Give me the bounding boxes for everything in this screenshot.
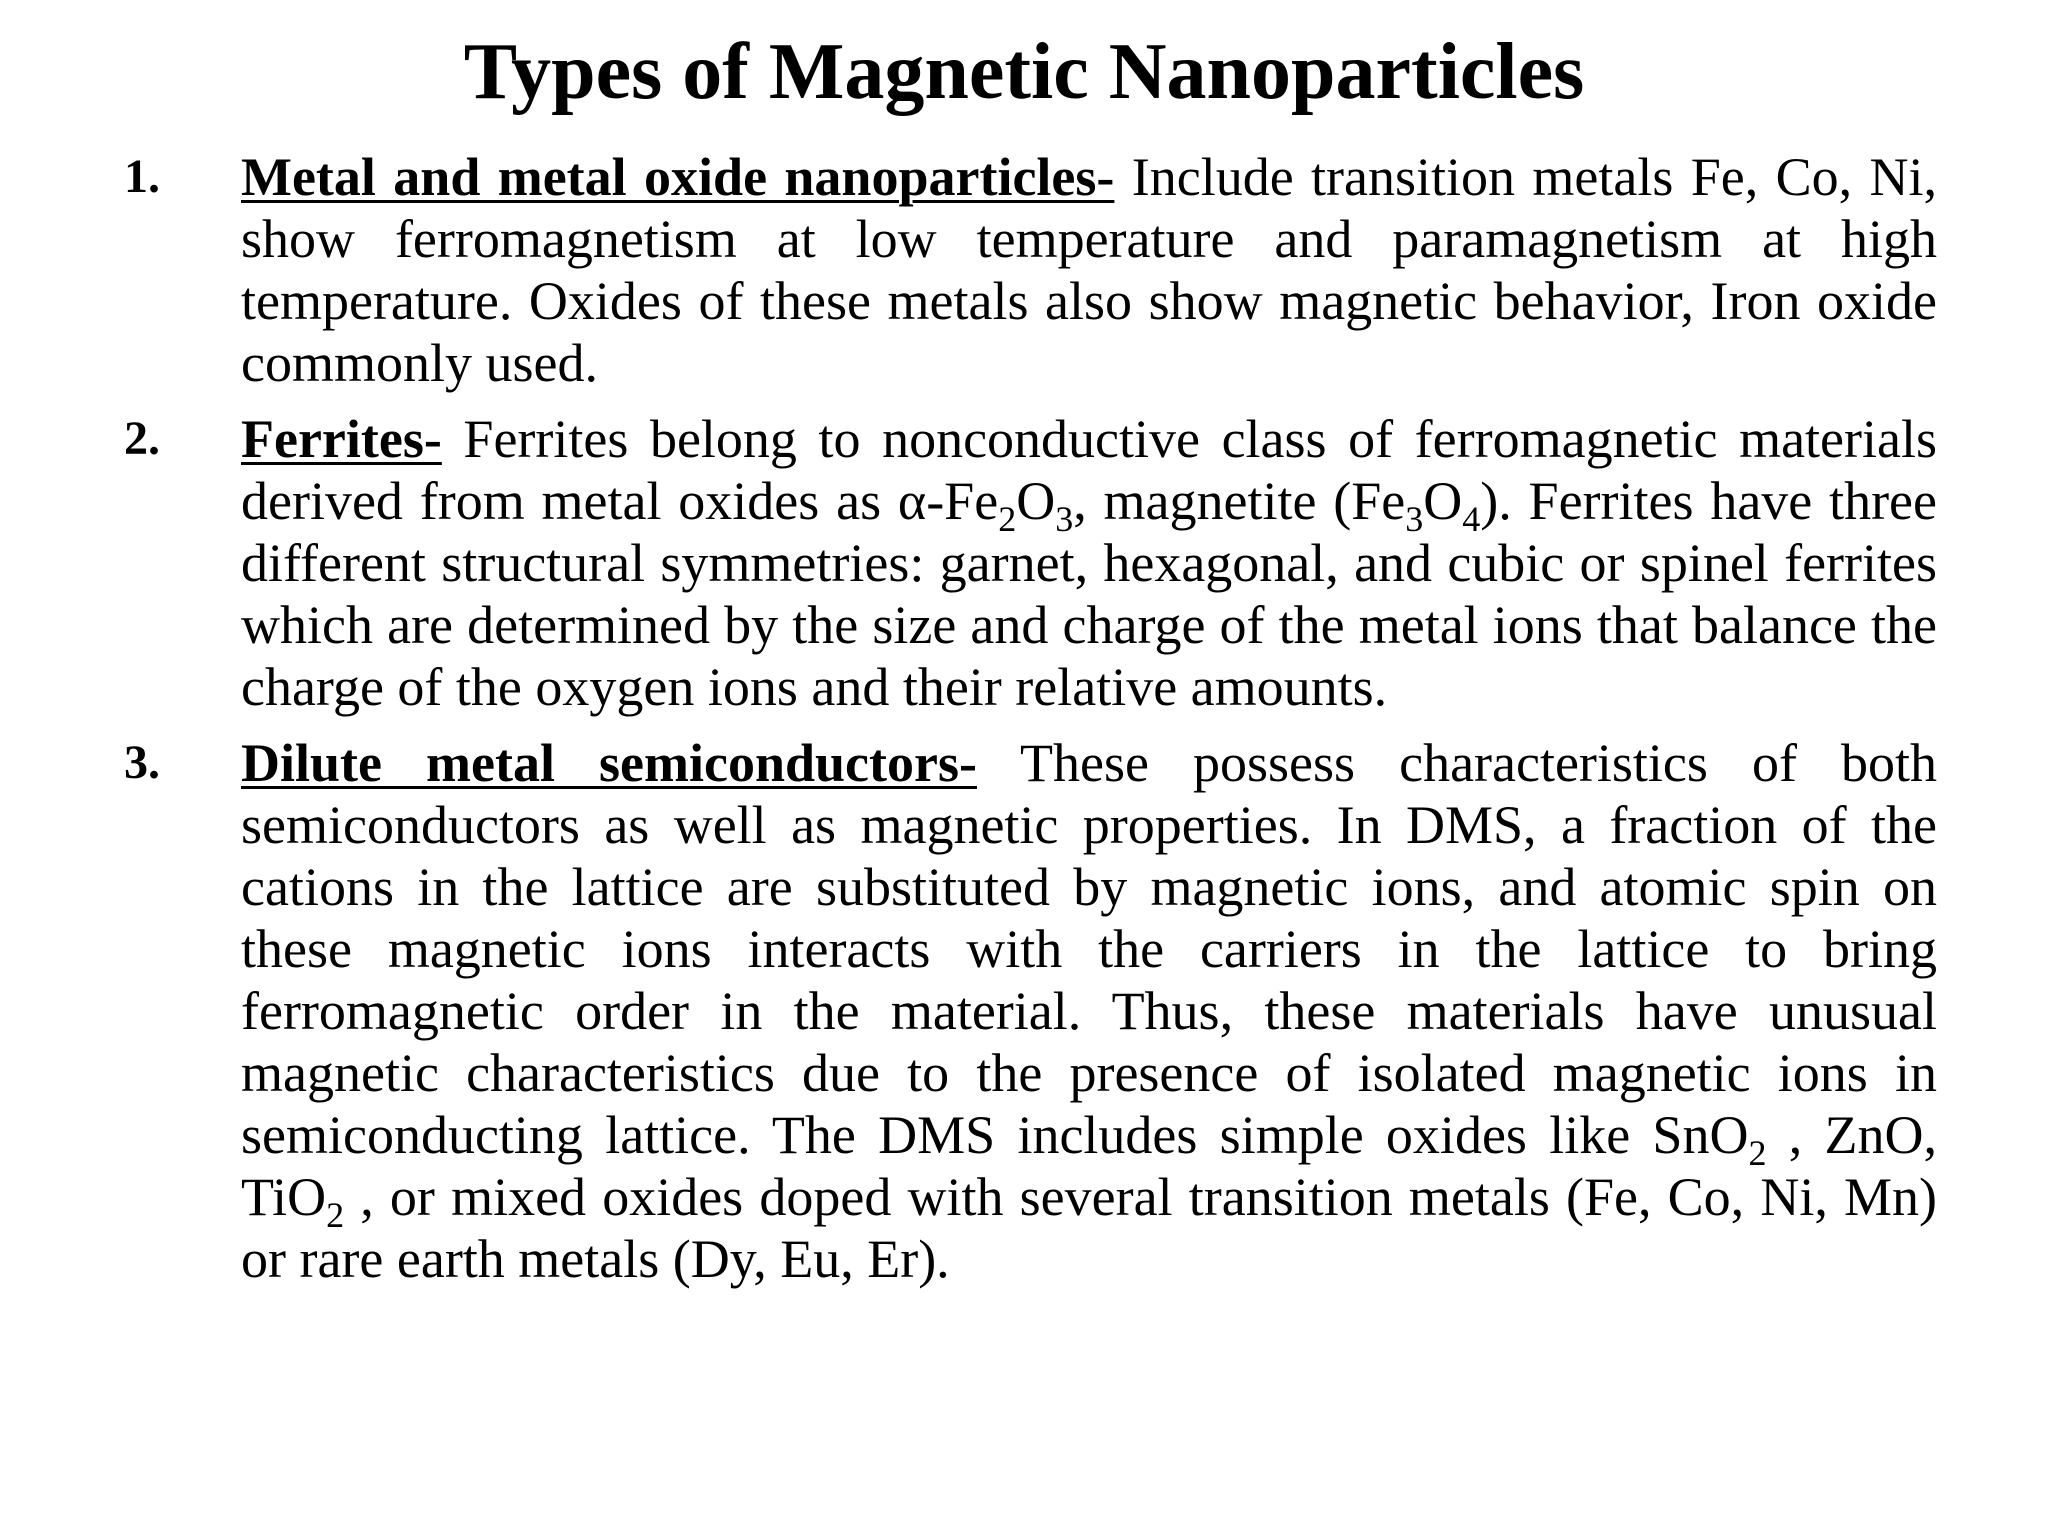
item-text: Ferrites belong to nonconductive class of ferromagnetic materials derived from metal oxides as α-Fe [241,409,1937,531]
item-text: , ZnO, TiO [241,1105,1937,1227]
item-text: These possess characteristics of both semiconductors as well as magnetic properties. In DMS, a fraction of the cations in the lattice are substituted by magnetic ions, and atomic spin on these magnetic ions interacts with the carriers in the lattice to bring ferromagnetic order in the material. Thus, these materials have unusual magnetic characteristics due to the presence of isolated magnetic ions in semiconducting lattice. The DMS includes simple oxides like SnO [241,733,1937,1165]
subscript: 2 [1748,1133,1767,1173]
item-text: ). Ferrites have three different structural symmetries: garnet, hexagonal, and cubic or spinel ferrites which are determined by the size and charge of the metal ions that balance the charge of the oxygen ions and their relative amounts. [241,471,1937,717]
list-item-dilute-semiconductors [0,732,2048,1290]
list-item-metal-oxide [0,146,2048,394]
list-item-ferrites [0,408,2048,718]
item-body [241,146,1937,394]
item-body [241,732,1937,1290]
item-number: 3. [124,736,160,789]
item-number: 2. [124,412,160,465]
slide-title: Types of Magnetic Nanoparticles [463,28,1585,116]
subscript: 2 [326,1195,345,1235]
subscript: 2 [998,499,1017,539]
subscript: 3 [1405,499,1424,539]
item-term: Dilute metal semiconductors- [241,733,977,793]
item-text: O [1016,471,1056,531]
item-text: , magnetite (Fe [1073,471,1406,531]
item-body [241,408,1937,718]
subscript: 3 [1055,499,1074,539]
item-text: , or mixed oxides doped with several transition metals (Fe, Co, Ni, Mn) or rare earth metals (Dy, Eu, Er). [241,1167,1937,1289]
item-text: O [1423,471,1463,531]
subscript: 4 [1462,499,1481,539]
nanoparticle-types-list [0,146,2048,1304]
item-number: 1. [124,150,160,203]
item-text: Include transition metals Fe, Co, Ni, show ferromagnetism at low temperature and paramagnetism at high temperature. Oxides of these metals also show magnetic behavior, Iron oxide commonly used. [241,147,1937,393]
item-term: Metal and metal oxide nanoparticles- [241,147,1115,207]
item-term: Ferrites- [241,409,442,469]
